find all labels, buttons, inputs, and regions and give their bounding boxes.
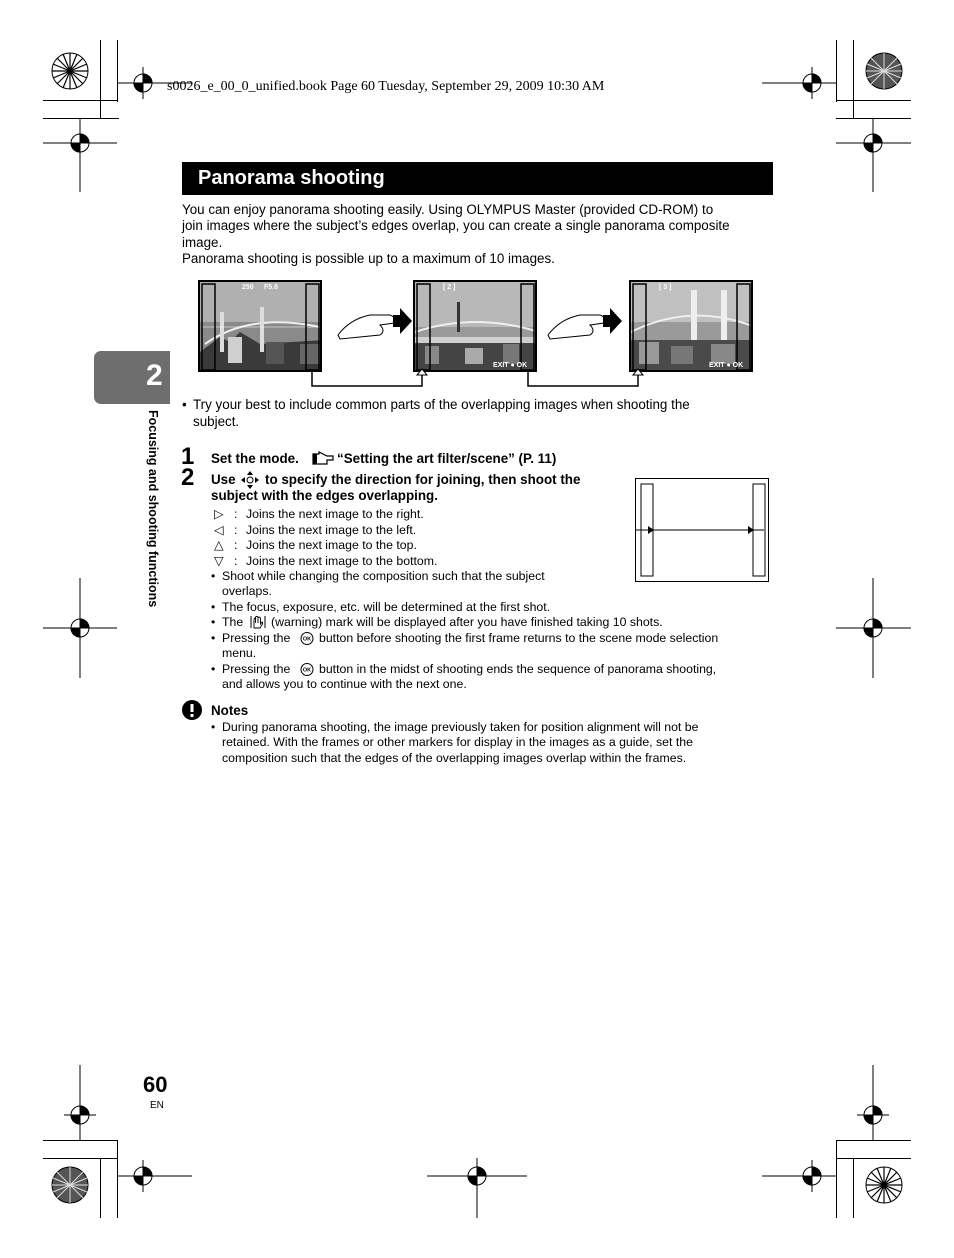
starburst-mark [864, 51, 904, 91]
step-1-text: Set the mode. [211, 451, 299, 466]
sequence-connectors [190, 295, 770, 395]
chapter-number: 2 [146, 359, 163, 392]
caution-icon [182, 700, 204, 722]
section-title-bar [182, 162, 773, 195]
intro-line-3: image. [182, 235, 223, 250]
step-2-use: Use [211, 472, 236, 487]
file-info-line: s0026_e_00_0_unified.book Page 60 Tuesday, September 29, 2009 10:30 AM [167, 79, 605, 94]
starburst-mark [864, 1165, 904, 1205]
intro-line-1: You can enjoy panorama shooting easily. Using OLYMPUS Master (provided CD-ROM) to [182, 202, 714, 217]
warning-hand-icon [248, 615, 268, 629]
bullet: • [211, 720, 216, 734]
bullet-2: The focus, exposure, etc. will be determined at the first shot. [222, 600, 551, 614]
frame-guide-diagram [635, 478, 769, 582]
page-number: 60 [143, 1072, 168, 1097]
bullet-3-start: The [222, 615, 244, 629]
bullet-5-rest: button in the midst of shooting ends the sequence of panorama shooting, [319, 662, 717, 676]
ok-button-icon [300, 662, 315, 677]
bullet-4-start: Pressing the [222, 631, 291, 645]
bullet-1-line-2: overlaps. [222, 584, 272, 598]
pressing-hand-icon [338, 315, 605, 339]
chapter-tab [94, 351, 170, 404]
starburst-mark [50, 1165, 90, 1205]
ok-button-icon [300, 631, 315, 646]
tip-line-1: Try your best to include common parts of the overlapping images when shooting the [193, 397, 690, 412]
step-2-text-1: to specify the direction for joining, then shoot the [265, 472, 581, 487]
intro-line-2: join images where the subject’s edges overlap, you can create a single panorama composite [182, 218, 730, 233]
bullet-4-line-2: menu. [222, 646, 257, 660]
notes-line-3: composition such that the edges of the overlapping images overlap within the frames. [222, 751, 687, 765]
direction-left-text: Joins the next image to the left. [246, 523, 417, 537]
frame-counter: [ 3 ] [659, 284, 672, 291]
step-number-1: 1 [181, 443, 195, 470]
direction-glyph-down: ▽ [214, 554, 224, 568]
colon: : [234, 538, 238, 552]
bullet: • [211, 615, 216, 629]
bullet-1-line-1: Shoot while changing the composition such that the subject [222, 569, 545, 583]
bullet-5-line-2: and allows you to continue with the next one. [222, 677, 467, 691]
ok-glyph: OK [302, 636, 312, 643]
section-title: Panorama shooting [198, 167, 385, 189]
tip-bullet: • [182, 397, 187, 412]
direction-right-text: Joins the next image to the right. [246, 507, 424, 521]
tip-line-2: subject. [193, 414, 240, 429]
notes-line-2: retained. With the frames or other markers for display in the images as a guide, set the [222, 735, 693, 749]
direction-glyph-left: ◁ [214, 523, 224, 537]
direction-glyph-up: △ [214, 538, 224, 552]
notes-title: Notes [211, 703, 249, 718]
direction-glyph-right: ▷ [214, 507, 224, 521]
reference-hand-icon [311, 451, 335, 467]
shutter-speed: 250 [242, 284, 254, 291]
colon: : [234, 554, 238, 568]
step-2-text-2: subject with the edges overlapping. [211, 488, 438, 503]
exit-ok-label: EXIT ● OK [493, 362, 528, 369]
colon: : [234, 523, 238, 537]
direction-up-text: Joins the next image to the top. [246, 538, 417, 552]
language-code: EN [150, 1100, 164, 1111]
direction-down-text: Joins the next image to the bottom. [246, 554, 438, 568]
bullet: • [211, 662, 216, 676]
bullet-5-start: Pressing the [222, 662, 291, 676]
bullet: • [211, 631, 216, 645]
arrow-pad-icon [240, 471, 260, 489]
intro-line-4: Panorama shooting is possible up to a maximum of 10 images. [182, 251, 555, 266]
bullet: • [211, 600, 216, 614]
frame-counter: [ 2 ] [443, 284, 456, 291]
step-number-2: 2 [181, 464, 195, 491]
bullet: • [211, 569, 216, 583]
frame-guide-lines [636, 479, 767, 580]
chapter-label: Focusing and shooting functions [146, 410, 160, 608]
bullet-4-rest: button before shooting the first frame returns to the scene mode selection [319, 631, 719, 645]
step-1-reference: “Setting the art filter/scene” (P. 11) [337, 451, 557, 466]
colon: : [234, 507, 238, 521]
starburst-mark [50, 51, 90, 91]
bullet-3-rest: (warning) mark will be displayed after you have finished taking 10 shots. [271, 615, 663, 629]
notes-line-1: During panorama shooting, the image previously taken for position alignment will not be [222, 720, 699, 734]
exit-ok-label: EXIT ● OK [709, 362, 744, 369]
aperture: F5.6 [264, 284, 279, 291]
ok-glyph: OK [302, 667, 312, 674]
